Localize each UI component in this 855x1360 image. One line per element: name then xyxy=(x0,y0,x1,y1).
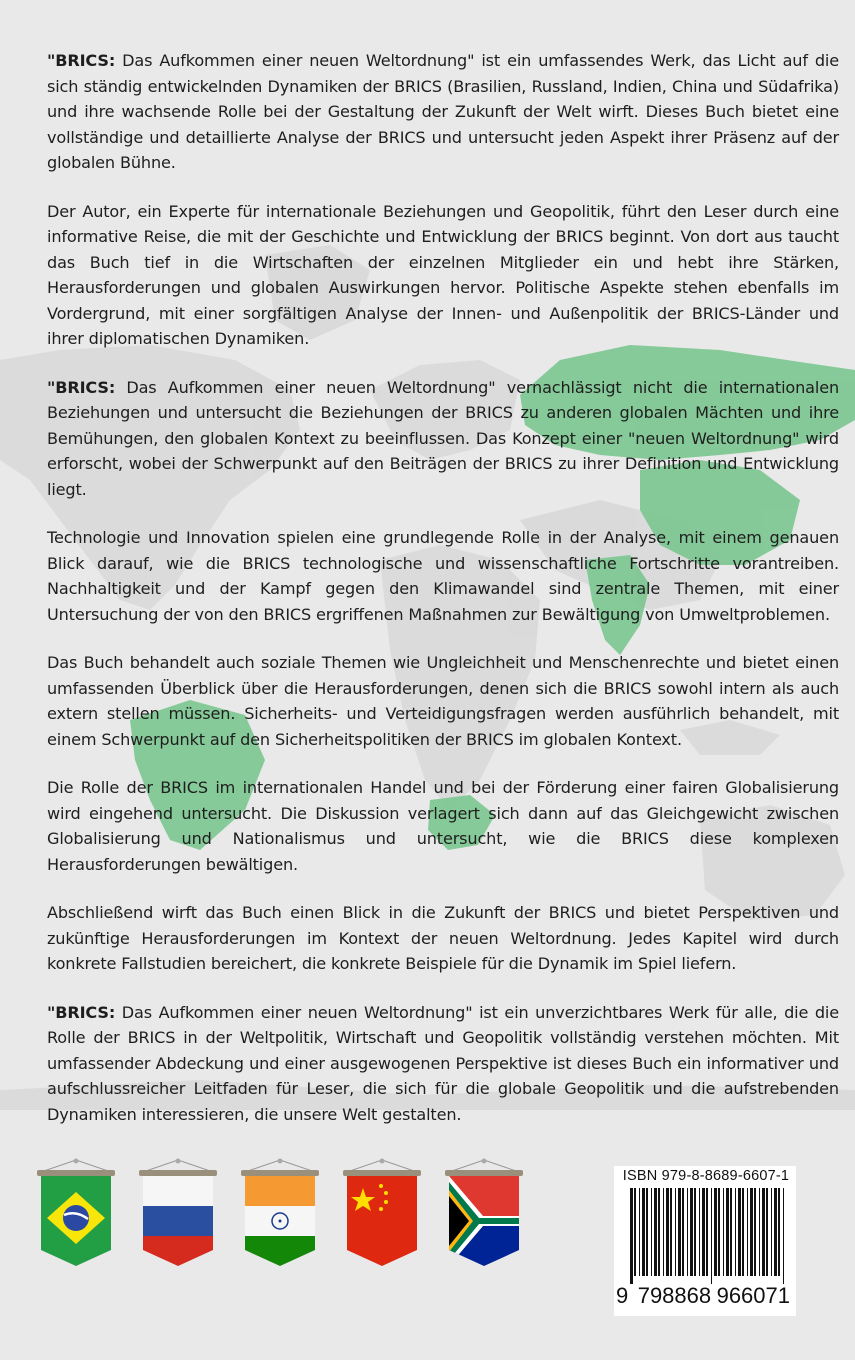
blurb-text: Die Rolle der BRICS im internationalen Handel und bei der Förderung einer fairen Globalisierung wird eingehend untersucht. Die Diskussion verlagert sich dann auf das Gleichgewicht zwischen Globalisierung und Nationalismus und untersucht, wie die BRICS diese komplexen Herausforderungen bewältigen. xyxy=(47,778,839,874)
barcode-bar xyxy=(766,1188,768,1276)
blurb-bold-title: "BRICS: xyxy=(47,377,116,397)
barcode-bar xyxy=(694,1188,696,1276)
blurb-text: Das Aufkommen einer neuen Weltordnung" ist ein umfassendes Werk, das Licht auf die sich ständig entwickelnden Dynamiken der BRICS (Brasilien, Russland, Indien, China und Südafrika) und ihre wachsende Rolle bei der Gestaltung der Zukunft der Welt wirft. Dieses Buch bietet eine vollständige und detaillierte Analyse der BRICS und untersucht jeden Aspekt ihrer Präsenz auf der globalen Bühne. xyxy=(47,51,839,172)
barcode-bar xyxy=(646,1188,648,1276)
barcode-bar xyxy=(711,1188,712,1284)
blurb-paragraph xyxy=(47,650,839,752)
barcode-bar xyxy=(706,1188,708,1276)
barcode-bar xyxy=(687,1188,688,1276)
barcode-bar xyxy=(714,1188,717,1276)
barcode-bar xyxy=(730,1188,732,1276)
barcode-bar xyxy=(778,1188,780,1276)
barcode-bar xyxy=(682,1188,684,1276)
russia-flag-icon xyxy=(137,1158,219,1270)
blurb-paragraph xyxy=(47,1000,839,1128)
barcode-bar xyxy=(702,1188,705,1276)
barcode-bar xyxy=(639,1188,640,1276)
blurb-text: Das Buch behandelt auch soziale Themen wie Ungleichheit und Menschenrechte und bietet einen umfassenden Überblick über die Herausforderungen, denen sich die BRICS sowohl intern als auch extern stellen müssen. Sicherheits- und Verteidigungsfragen werden ausführlich behandelt, mit einem Schwerpunkt auf den Sicherheitspolitiken der BRICS im globalen Kontext. xyxy=(47,653,839,749)
blurb-text: Das Aufkommen einer neuen Weltordnung" vernachlässigt nicht die internationalen Beziehungen und untersucht die Beziehungen der BRICS zu anderen globalen Mächten und ihre Bemühungen, den globalen Kontext zu beeinflussen. Das Konzept einer "neuen Weltordnung" wird erforscht, wobei der Schwerpunkt auf den Beiträgen der BRICS zu ihrer Definition und Entwicklung liegt. xyxy=(47,377,839,499)
barcode-bar xyxy=(774,1188,777,1276)
blurb-text: Technologie und Innovation spielen eine grundlegende Rolle in der Analyse, mit einem genauen Blick darauf, wie die BRICS technologische und wissenschaftliche Fortschritte vorantreiben. Nachhaltigkeit und der Kampf gegen den Klimawandel sind zentrale Themen, mit einer Untersuchung der von den BRICS ergriffenen Maßnahmen zur Bewältigung von Umweltproblemen. xyxy=(47,528,839,624)
blurb-text: Das Aufkommen einer neuen Weltordnung" ist ein unverzichtbares Werk für alle, die die Rolle der BRICS in der Weltpolitik, Wirtschaft und Geopolitik vollständig verstehen möchten. Mit umfassender Abdeckung und einer ausgewogenen Perspektive ist dieses Buch ein informativer und aufschlussreicher Leitfaden für Leser, die sich für die globale Geopolitik und die aufstrebenden Dynamiken interessieren, die unsere Welt gestalten. xyxy=(47,1002,839,1124)
barcode-bar xyxy=(759,1188,760,1276)
barcode-bar xyxy=(742,1188,744,1276)
isbn-barcode-box xyxy=(614,1166,796,1316)
barcode-bar xyxy=(690,1188,693,1276)
blurb-bold-title: "BRICS: xyxy=(47,1002,116,1022)
barcode-bar xyxy=(675,1188,676,1276)
barcode-bar xyxy=(634,1188,636,1276)
barcode-bar xyxy=(663,1188,664,1276)
blurb-paragraph xyxy=(47,375,839,503)
barcode-bar xyxy=(699,1188,700,1276)
india-flag-icon xyxy=(239,1158,321,1270)
blurb-bold-title: "BRICS: xyxy=(47,51,116,70)
barcode-bar xyxy=(654,1188,657,1276)
barcode-bar xyxy=(738,1188,741,1276)
barcode-bar xyxy=(678,1188,681,1276)
blurb-paragraph xyxy=(47,775,839,877)
barcode-digits xyxy=(614,1283,796,1309)
south-africa-flag-icon xyxy=(443,1158,525,1270)
blurb-text: Abschließend wirft das Buch einen Blick in die Zukunft der BRICS und bietet Perspektiven und zukünftige Herausforderungen im Kontext der neuen Weltordnung. Jedes Kapitel wird durch konkrete Fallstudien bereichert, die konkrete Beispiele für die Dynamik im Spiel liefern. xyxy=(47,903,839,973)
blurb-paragraph xyxy=(47,48,839,176)
barcode-bar xyxy=(726,1188,729,1276)
barcode-bar xyxy=(771,1188,772,1276)
barcode-bar xyxy=(670,1188,672,1276)
barcode-digits-group2: 966071 xyxy=(716,1283,790,1308)
barcode-bar xyxy=(783,1188,784,1284)
barcode-bar xyxy=(735,1188,736,1276)
barcode-bar xyxy=(651,1188,652,1276)
barcode-bar xyxy=(762,1188,765,1276)
barcode-bar xyxy=(666,1188,669,1276)
blurb-paragraph xyxy=(47,525,839,627)
barcode-bar xyxy=(750,1188,753,1276)
china-flag-icon xyxy=(341,1158,423,1270)
barcode-bar xyxy=(754,1188,756,1276)
brazil-flag-icon xyxy=(35,1158,117,1270)
barcode-bar xyxy=(630,1188,633,1284)
barcode-bar xyxy=(723,1188,724,1276)
blurb-text: Der Autor, ein Experte für internationale Beziehungen und Geopolitik, führt den Leser durch eine informative Reise, die mit der Geschichte und Entwicklung der BRICS beginnt. Von dort aus taucht das Buch tief in die Wirtschaften der einzelnen Mitglieder ein und hebt ihre Stärken, Herausforderungen und globalen Auswirkungen hervor. Politische Aspekte stehen ebenfalls im Vordergrund, mit einer sorgfältigen Analyse der Innen- und Außenpolitik der BRICS-Länder und ihrer diplomatischen Dynamiken. xyxy=(47,201,839,348)
barcode-bar xyxy=(642,1188,645,1276)
barcode-digit-lead: 9 xyxy=(616,1283,629,1308)
isbn-label: ISBN 979-8-8689-6607-1 xyxy=(622,1168,790,1184)
barcode-bar xyxy=(747,1188,748,1276)
barcode-digits-group1: 798868 xyxy=(637,1283,712,1308)
blurb-paragraph xyxy=(47,199,839,352)
barcode-bar xyxy=(658,1188,660,1276)
barcode-bar xyxy=(718,1188,720,1276)
back-cover-blurb xyxy=(47,48,839,1150)
barcode-icon xyxy=(620,1188,790,1284)
blurb-paragraph xyxy=(47,900,839,977)
